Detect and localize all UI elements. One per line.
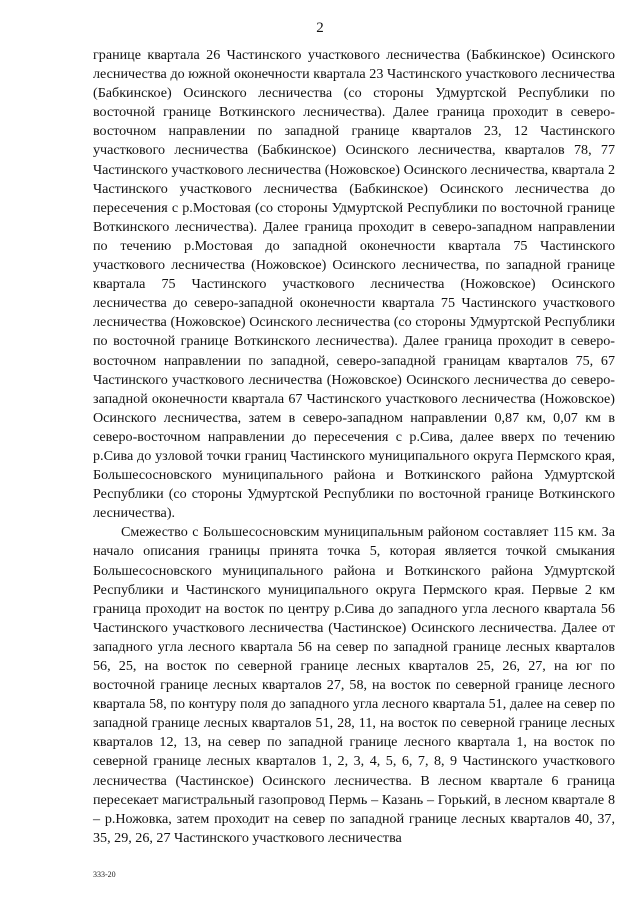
footer-document-code: 333-20 xyxy=(93,870,116,879)
paragraph-boundary-bolshesosnovsky: Смежество с Большесосновским муниципальным районом составляет 115 км. За начало описания границы принята точка 5, которая является точкой смыкания Большесосновского муниципального района и Воткинского района Удмуртской Республики и Частинского муниципального округа Пермского края. Первые 2 км граница проходит на восток по центру р.Сива до западного угла лесного квартала 56 Частинского участкового лесничества (Частинское) Осинского лесничества. Далее от западного угла лесного квартала 56 на север по западной границе лесных кварталов 56, 25, на восток по северной границе лесных кварталов 25, 26, 27, на юг по восточной границе лесных кварталов 27, 58, на восток по северной границе лесного квартала 58, по контуру поля до западного угла лесного квартала 51, далее на север по западной границе лесных кварталов 51, 28, 11, на восток по северной границе лесных кварталов 12, 13, на север по западной границе лесного квартала 1, на восток по северной границе лесных кварталов 1, 2, 3, 4, 5, 6, 7, 8, 9 Частинского участкового лесничества (Частинское) Осинского лесничества. В лесном квартале 6 граница пересекает магистральный газопровод Пермь – Казань – Горький, в лесном квартале 8 – р.Ножовка, затем проходит на север по западной границе лесных кварталов 40, 37, 35, 29, 26, 27 Частинского участкового лесничества xyxy=(93,524,615,846)
page-number: 2 xyxy=(316,20,324,36)
paragraph-boundary-udmurtia: границе квартала 26 Частинского участкового лесничества (Бабкинское) Осинского лесничества до южной оконечности квартала 23 Частинского участкового лесничества (Бабкинское) Осинского лесничества (со стороны Удмуртской Республики по восточной границе Воткинского лесничества). Далее граница проходит в северо-восточном направлении по западной границе кварталов 23, 12 Частинского участкового лесничества (Бабкинское) Осинского лесничества, кварталов 78, 77 Частинского участкового лесничества (Ножовское) Осинского лесничества, квартала 2 Частинского участкового лесничества (Бабкинское) Осинского лесничества до пересечения с р.Мостовая (со стороны Удмуртской Республики по восточной границе Воткинского лесничества). Далее граница проходит в северо-западном направлении по течению р.Мостовая до западной оконечности квартала 75 Частинского участкового лесничества (Ножовское) Осинского лесничества, по западной границе квартала 75 Частинского участкового лесничества (Ножовское) Осинского лесничества до северо-западной оконечности квартала 75 Частинского участкового лесничества (Ножовское) Осинского лесничества (со стороны Удмуртской Республики по восточной границе Воткинского лесничества). Далее граница проходит в северо-восточном направлении по западной, северо-западной границам кварталов 75, 67 Частинского участкового лесничества (Ножовское) Осинского лесничества до северо-западной оконечности квартала 67 Частинского участкового лесничества (Ножовское) Осинского лесничества, затем в северо-западном направлении 0,87 км, 0,07 км в северо-восточном направлении до пересечения с р.Сива, далее вверх по течению р.Сива до узловой точки границ Частинского муниципального округа Пермского края, Большесосновского муниципального района и Воткинского района Удмуртской Республики (со стороны Удмуртской Республики по восточной границе Воткинского лесничества). xyxy=(93,47,615,522)
document-body xyxy=(93,46,615,848)
